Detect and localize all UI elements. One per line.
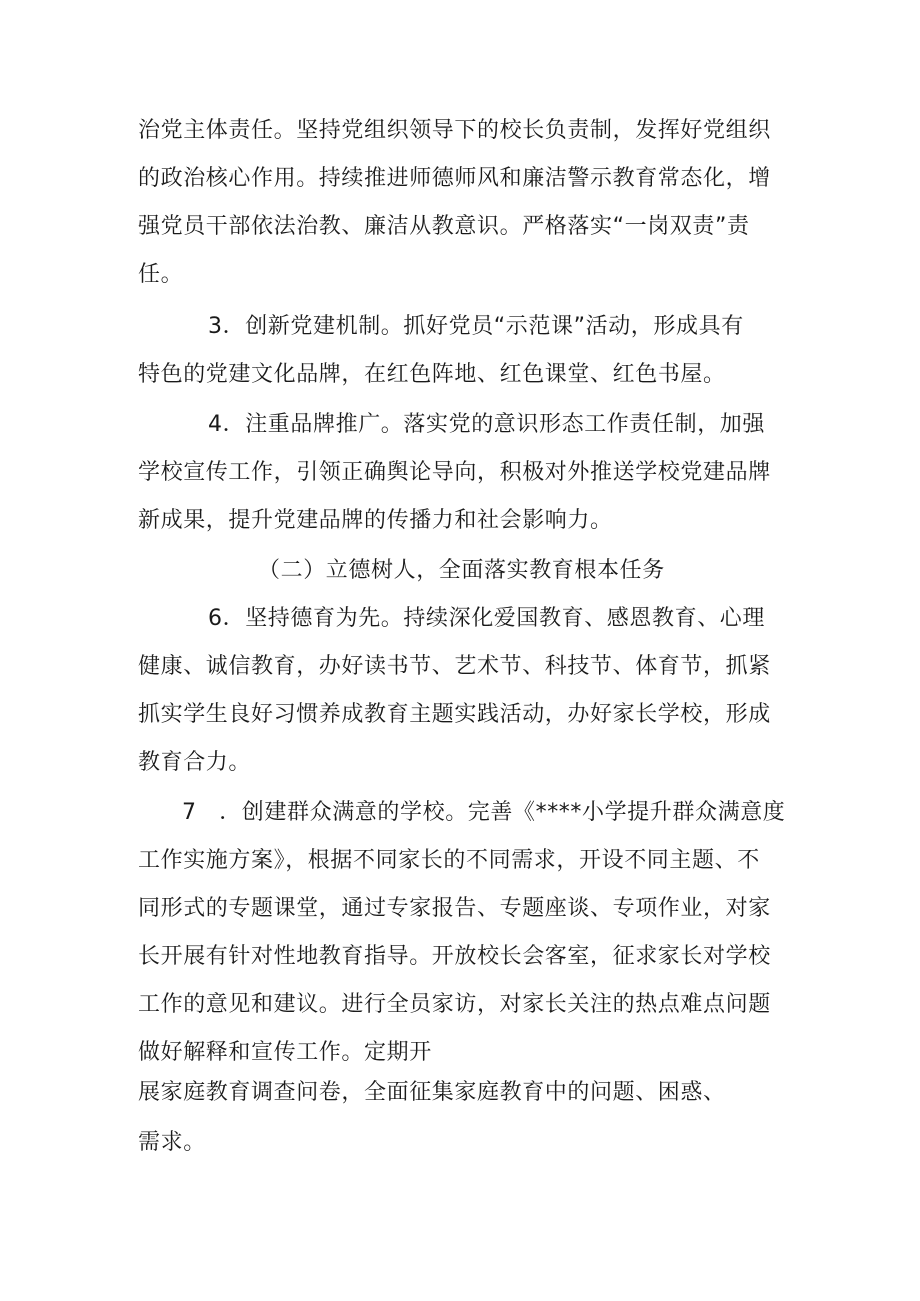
text-line: 展家庭教育调查问卷，全面征集家庭教育中的问题、困惑、	[138, 1080, 726, 1105]
text-line: 的政治核心作用。持续推进师德师风和廉洁警示教育常态化，增	[138, 166, 771, 191]
text-line: 抓实学生良好习惯养成教育主题实践活动，办好家长学校，形成	[138, 702, 771, 727]
text-line: 需求。	[138, 1130, 206, 1155]
text-line: 特色的党建文化品牌，在红色阵地、红色课堂、红色书屋。	[138, 362, 726, 387]
text-line: 工作的意见和建议。进行全员家访，对家长关注的热点难点问题	[138, 992, 771, 1017]
text-line: 新成果，提升党建品牌的传播力和社会影响力。	[138, 508, 613, 533]
text-line: 健康、诚信教育，办好读书节、艺术节、科技节、体育节，抓紧	[138, 654, 771, 679]
text-line: 工作实施方案》，根据不同家长的不同需求，开设不同主题、不	[138, 848, 760, 873]
text-line: 教育合力。	[138, 750, 252, 775]
text-line: 长开展有针对性地教育指导。开放校长会客室，征求家长对学校	[138, 944, 771, 969]
text-line: 做好解释和宣传工作。定期开	[138, 1040, 432, 1065]
text-line: 3．创新党建机制。抓好党员“示范课”活动，形成具有	[208, 314, 744, 339]
text-line: 6．坚持德育为先。持续深化爱国教育、感恩教育、心理	[208, 606, 765, 631]
text-line: 4．注重品牌推广。落实党的意识形态工作责任制，加强	[208, 412, 765, 437]
text-line: 任。	[138, 262, 184, 287]
text-line: 治党主体责任。坚持党组织领导下的校长负责制，发挥好党组织	[138, 118, 771, 143]
text-line: 7 ．创建群众满意的学校。完善《****小学提升群众满意度	[182, 800, 786, 825]
section-heading: （二）立德树人，全面落实教育根本任务	[258, 558, 665, 583]
text-line: 强党员干部依法治教、廉洁从教意识。严格落实“一岗双责”责	[138, 214, 750, 239]
text-line: 同形式的专题课堂，通过专家报告、专题座谈、专项作业，对家	[138, 896, 771, 921]
text-line: 学校宣传工作，引领正确舆论导向，积极对外推送学校党建品牌	[138, 460, 771, 485]
